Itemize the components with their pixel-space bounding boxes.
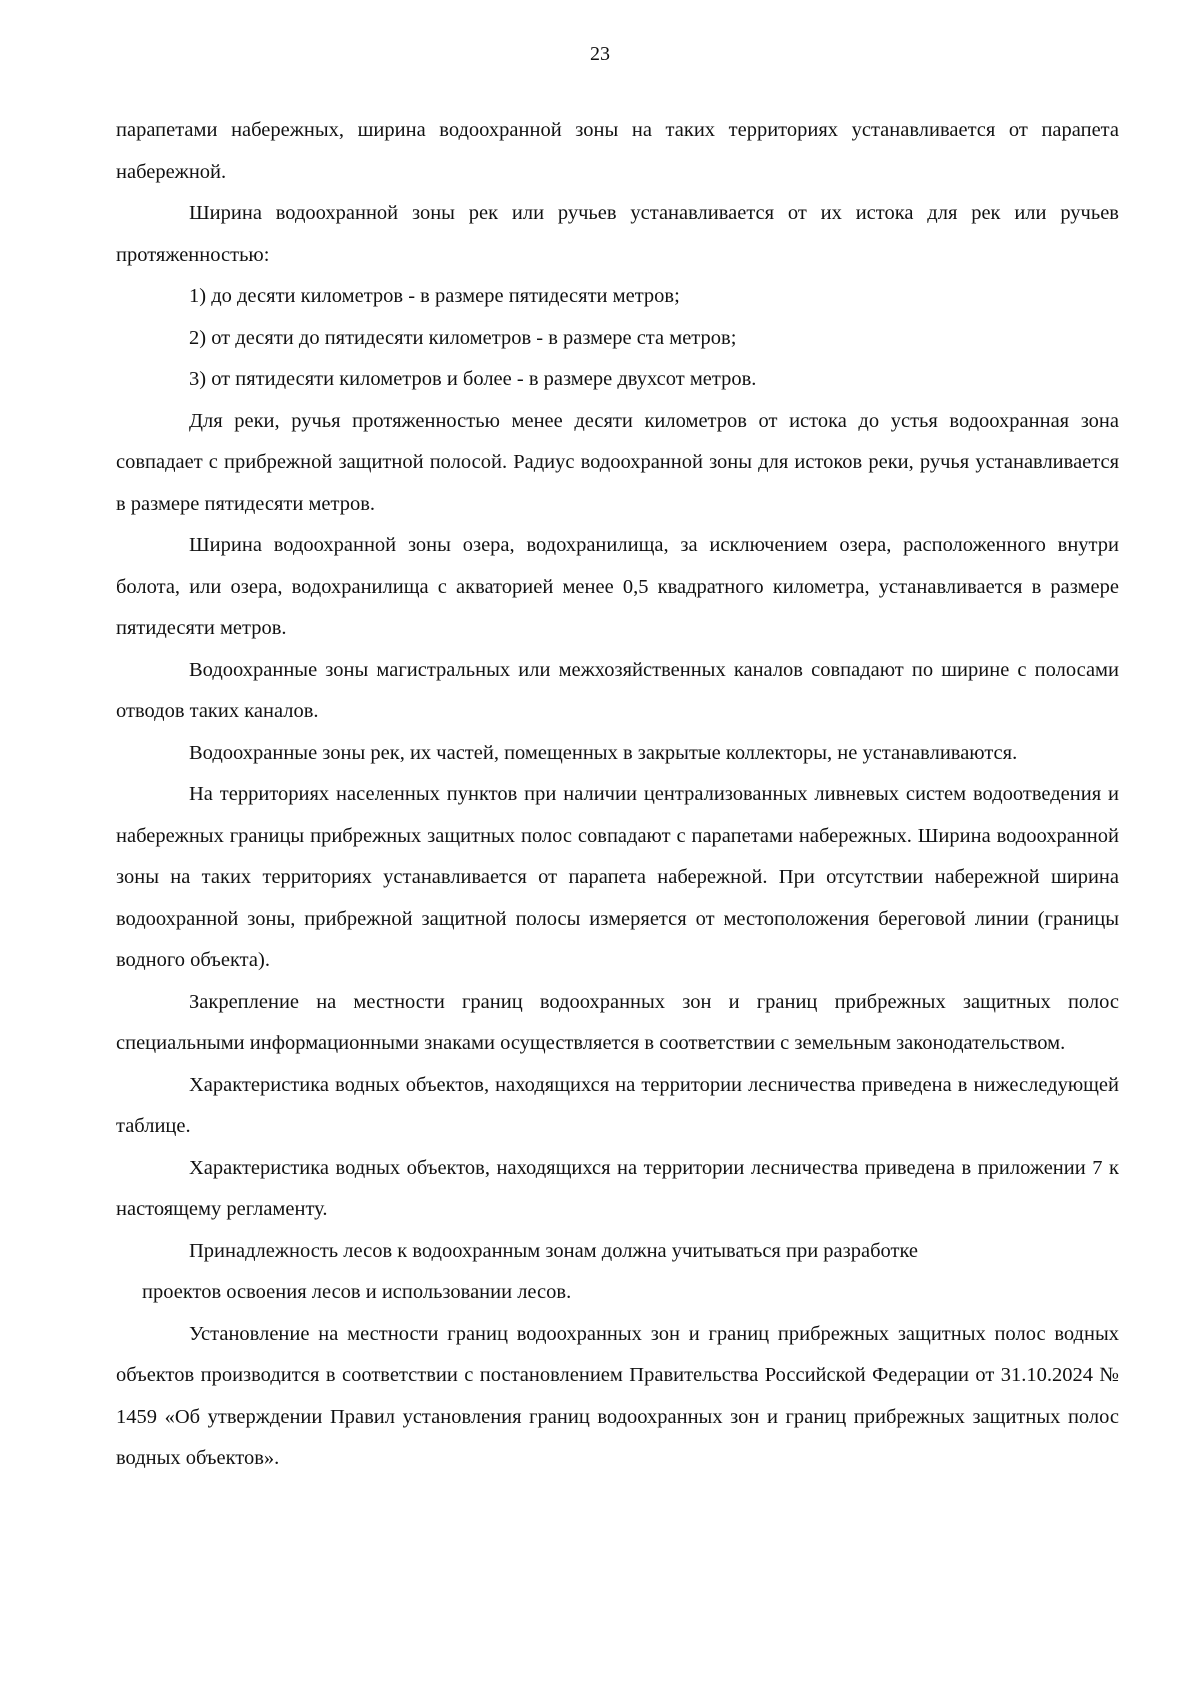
paragraph-signs: Закрепление на местности границ водоохранных зон и границ прибрежных защитных полос специальными информационными знаками осуществляется в соответствии с земельным законодательством. <box>116 990 1119 1054</box>
paragraph-canals: Водоохранные зоны магистральных или межхозяйственных каналов совпадают по ширине с полосами отводов таких каналов. <box>116 658 1119 722</box>
list-item-2: 2) от десяти до пятидесяти километров - в размере ста метров; <box>189 326 737 349</box>
paragraph-appendix-reference: Характеристика водных объектов, находящихся на территории лесничества приведена в приложении 7 к настоящему регламенту. <box>116 1156 1119 1220</box>
paragraph-river-width: Ширина водоохранной зоны рек или ручьев устанавливается от их истока для рек или ручьев протяженностью: <box>116 202 1119 266</box>
paragraph-collectors: Водоохранные зоны рек, их частей, помещенных в закрытые коллекторы, не устанавливаются. <box>189 741 1018 764</box>
list-item-1: 1) до десяти километров - в размере пятидесяти метров; <box>189 285 680 307</box>
paragraph-continuation: парапетами набережных, ширина водоохранной зоны на таких территориях устанавливается от парапета набережной. <box>116 119 1119 183</box>
paragraph-resolution: Установление на местности границ водоохранных зон и границ прибрежных защитных полос водных объектов производится в соответствии с постановлением Правительства Российской Федерации от 31.10.2024 № 1459 «Об утверждении Правил установления границ водоохранных зон и границ прибрежных защитных полос водных объектов». <box>116 1322 1119 1469</box>
paragraph-table-reference: Характеристика водных объектов, находящихся на территории лесничества приведена в нижеследующей таблице. <box>116 1073 1119 1137</box>
paragraph-forests-zones: Принадлежность лесов к водоохранным зонам должна учитываться при разработке <box>189 1239 919 1262</box>
paragraph-settlements: На территориях населенных пунктов при наличии централизованных ливневых систем водоотведения и набережных границы прибрежных защитных полос совпадают с парапетами набережных. Ширина водоохранной зоны на таких территориях устанавливается от парапета набережной. При отсутствии набережной ширина водоохранной зоны, прибрежной защитной полосы измеряется от местоположения береговой линии (границы водного объекта). <box>116 783 1119 971</box>
paragraph-short-rivers: Для реки, ручья протяженностью менее десяти километров от истока до устья водоохранная зона совпадает с прибрежной защитной полосой. Радиус водоохранной зоны для истоков реки, ручья устанавливается в размере пятидесяти метров. <box>116 409 1119 515</box>
paragraph-lakes: Ширина водоохранной зоны озера, водохранилища, за исключением озера, расположенного внутри болота, или озера, водохранилища с акваторией менее 0,5 квадратного километра, устанавливается в размере пятидесяти метров. <box>116 534 1119 639</box>
paragraph-forests-zones-continuation: проектов освоения лесов и использовании лесов. <box>142 1281 572 1303</box>
document-body <box>116 110 1119 1480</box>
page-number: 23 <box>590 43 610 65</box>
list-item-3: 3) от пятидесяти километров и более - в размере двухсот метров. <box>189 368 757 390</box>
